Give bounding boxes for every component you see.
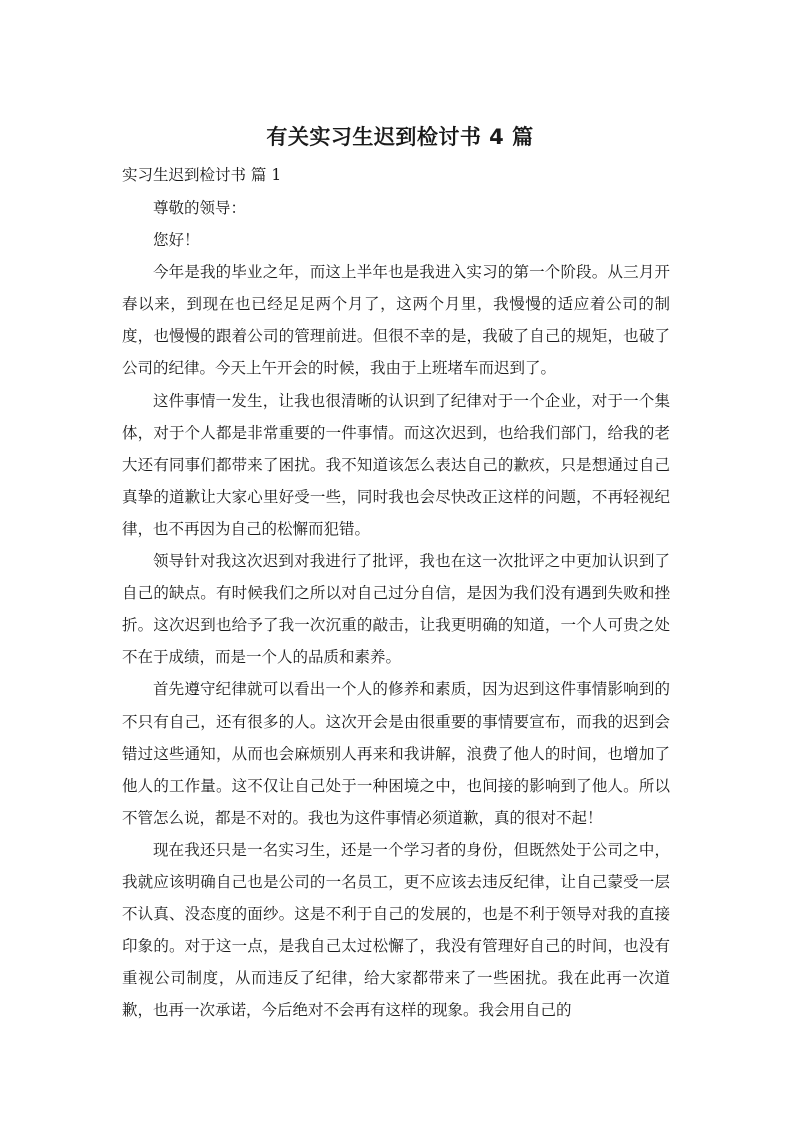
- paragraph: 首先遵守纪律就可以看出一个人的修养和素质，因为迟到这件事情影响到的不只有自己，还有很多的人。这次开会是由很重要的事情要宣布，而我的迟到会错过这些通知，从而也会麻烦别人再来和我讲解，浪费了他人的时间，也增加了他人的工作量。这不仅让自己处于一种困境之中，也间接的影响到了他人。所以不管怎么说，都是不对的。我也为这件事情必须道歉，真的很对不起！: [122, 680, 670, 827]
- paragraph: 这件事情一发生，让我也很清晰的认识到了纪律对于一个企业，对于一个集体，对于个人都是非常重要的一件事情。而这次迟到，也给我们部门，给我的老大还有同事们都带来了困扰。我不知道该怎么表达自己的歉疚，只是想通过自己真挚的道歉让大家心里好受一些，同时我也会尽快改正这样的问题，不再轻视纪律，也不再因为自己的松懈而犯错。: [122, 391, 670, 538]
- document-body: [122, 192, 670, 1026]
- paragraph: 今年是我的毕业之年，而这上半年也是我进入实习的第一个阶段。从三月开春以来，到现在也已经足足两个月了，这两个月里，我慢慢的适应着公司的制度，也慢慢的跟着公司的管理前进。但很不幸的是，我破了自己的规矩，也破了公司的纪律。今天上午开会的时候，我由于上班堵车而迟到了。: [122, 263, 670, 378]
- paragraph: 现在我还只是一名实习生，还是一个学习者的身份，但既然处于公司之中，我就应该明确自己也是公司的一名员工，更不应该去违反纪律，让自己蒙受一层不认真、没态度的面纱。这是不利于自己的发展的，也是不利于领导对我的直接印象的。对于这一点，是我自己太过松懈了，我没有管理好自己的时间，也没有重视公司制度，从而违反了纪律，给大家都带来了一些困扰。我在此再一次道歉，也再一次承诺，今后绝对不会再有这样的现象。我会用自己的: [122, 840, 670, 1020]
- salutation: 尊敬的领导：: [153, 199, 247, 217]
- paragraph: 领导针对我这次迟到对我进行了批评，我也在这一次批评之中更加认识到了自己的缺点。有时候我们之所以对自己过分自信，是因为我们没有遇到失败和挫折。这次迟到也给予了我一次沉重的敲击，让我更明确的知道，一个人可贵之处不在于成绩，而是一个人的品质和素养。: [122, 552, 670, 667]
- greeting: 您好！: [153, 231, 200, 250]
- document-title: 有关实习生迟到检讨书 4 篇: [266, 125, 534, 149]
- section-heading: 实习生迟到检讨书 篇 1: [122, 166, 282, 184]
